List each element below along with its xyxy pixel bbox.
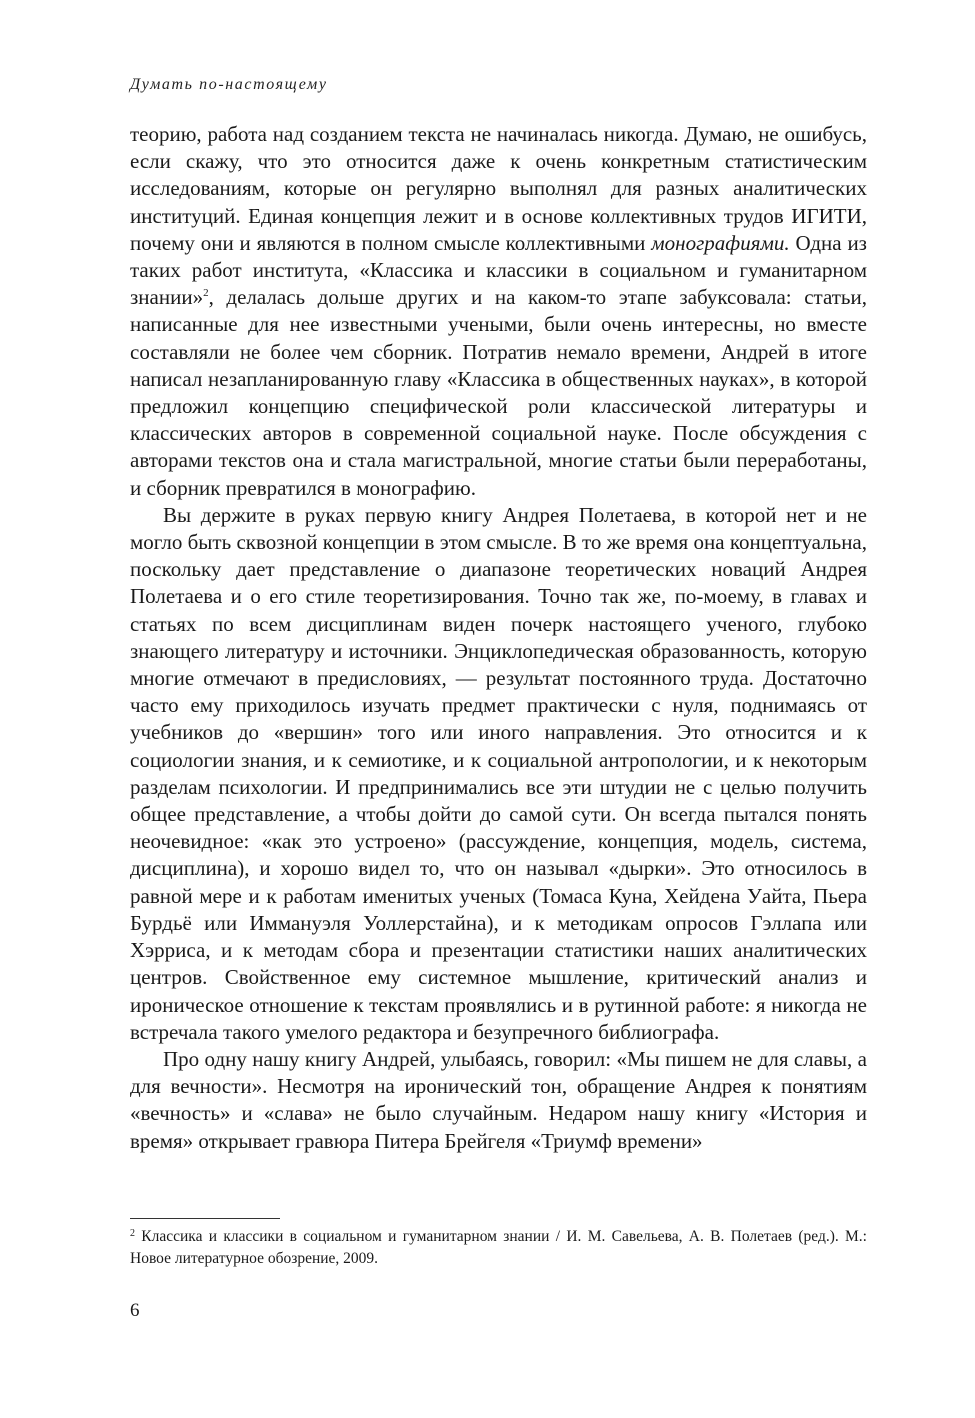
paragraph-1-emphasis: монографиями. [651, 230, 790, 255]
paragraph-1 [130, 121, 867, 502]
footnote-reference: 2 [203, 287, 209, 300]
footnote [130, 1226, 867, 1270]
paragraph-3: Про одну нашу книгу Андрей, улыбаясь, говорил: «Мы пишем не для славы, а для вечности». Несмотря на иронический тон, обращение Андрея к понятиям «вечность» и «слава» не было случайным. Недаром нашу книгу «История и время» открывает гравюра Питера Брейгеля «Триумф времени» [130, 1046, 867, 1153]
page-number: 6 [130, 1300, 140, 1321]
paragraph-1-text-a: теорию, работа над созданием текста не начиналась никогда. Думаю, не ошибусь, если скажу, что это относится даже к очень конкретным статистическим исследованиям, которые он регулярно выполнял для разных аналитических институций. Единая концепция лежит и в основе коллективных трудов ИГИТИ, почему они и являются в полном смысле коллективными [130, 122, 867, 255]
running-head-title: Думать по-настоящему [130, 76, 328, 93]
paragraph-1-text-b: Одна из таких работ института, «Классика и классики в социальном и гуманитарном знании» [130, 230, 867, 310]
footnote-text: Классика и классики в социальном и гуманитарном знании / И. М. Савельева, А. В. Полетаев (ред.). М.: Новое литературное обозрение, 2009. [130, 1228, 867, 1267]
paragraph-1-text-c: , делалась дольше других и на каком-то этапе забуксовала: статьи, написанные для нее известными учеными, были очень интересны, но вместе составляли не более чем сборник. Потратив немало времени, Андрей в итоге написал незапланированную главу «Классика в общественных науках», в которой предложил концепцию специфической роли классической литературы и классических авторов в современной социальной науке. После обсуждения с авторами текстов она и стала магистральной, многие статьи были переработаны, и сборник превратился в монографию. [130, 285, 867, 500]
main-text [130, 121, 867, 1155]
footnote-divider [130, 1218, 280, 1219]
footnote-number: 2 [130, 1228, 135, 1239]
paragraph-2: Вы держите в руках первую книгу Андрея Полетаева, в которой нет и не могло быть сквозной концепции в этом смысле. В то же время она концептуальна, поскольку дает представление о диапазоне теоретических новаций Андрея Полетаева и о его стиле теоретизирования. Точно так же, по-моему, в главах и статьях по всем дисциплинам виден почерк настоящего ученого, глубоко знающего литературу и источники. Энциклопедическая образованность, которую многие отмечают в предисловиях, — результат постоянного труда. Достаточно часто ему приходилось изучать предмет практически с нуля, поднимаясь от учебников до «вершин» того или иного направления. Это относится и к социологии знания, и к семиотике, и к социальной антропологии, и к некоторым разделам психологии. И предпринимались все эти штудии не с целью получить общее представление, а чтобы дойти до самой сути. Он всегда пытался понять неочевидное: «как это устроено» (рассуждение, концепция, модель, система, дисциплина), и хорошо видел то, что он называл «дырки». Это относилось в равной мере и к работам именитых ученых (Томаса Куна, Хейдена Уайта, Пьера Бурдьё или Иммануэля Уоллерстайна), и к методикам опросов Гэллапа или Хэрриса, и к методам сбора и презентации статистики наших аналитических центров. Свойственное ему системное мышление, критический анализ и ироническое отношение к текстам проявлялись и в рутинной работе: я никогда не встречала такого умелого редактора и безупречного библиографа. [130, 502, 867, 1044]
